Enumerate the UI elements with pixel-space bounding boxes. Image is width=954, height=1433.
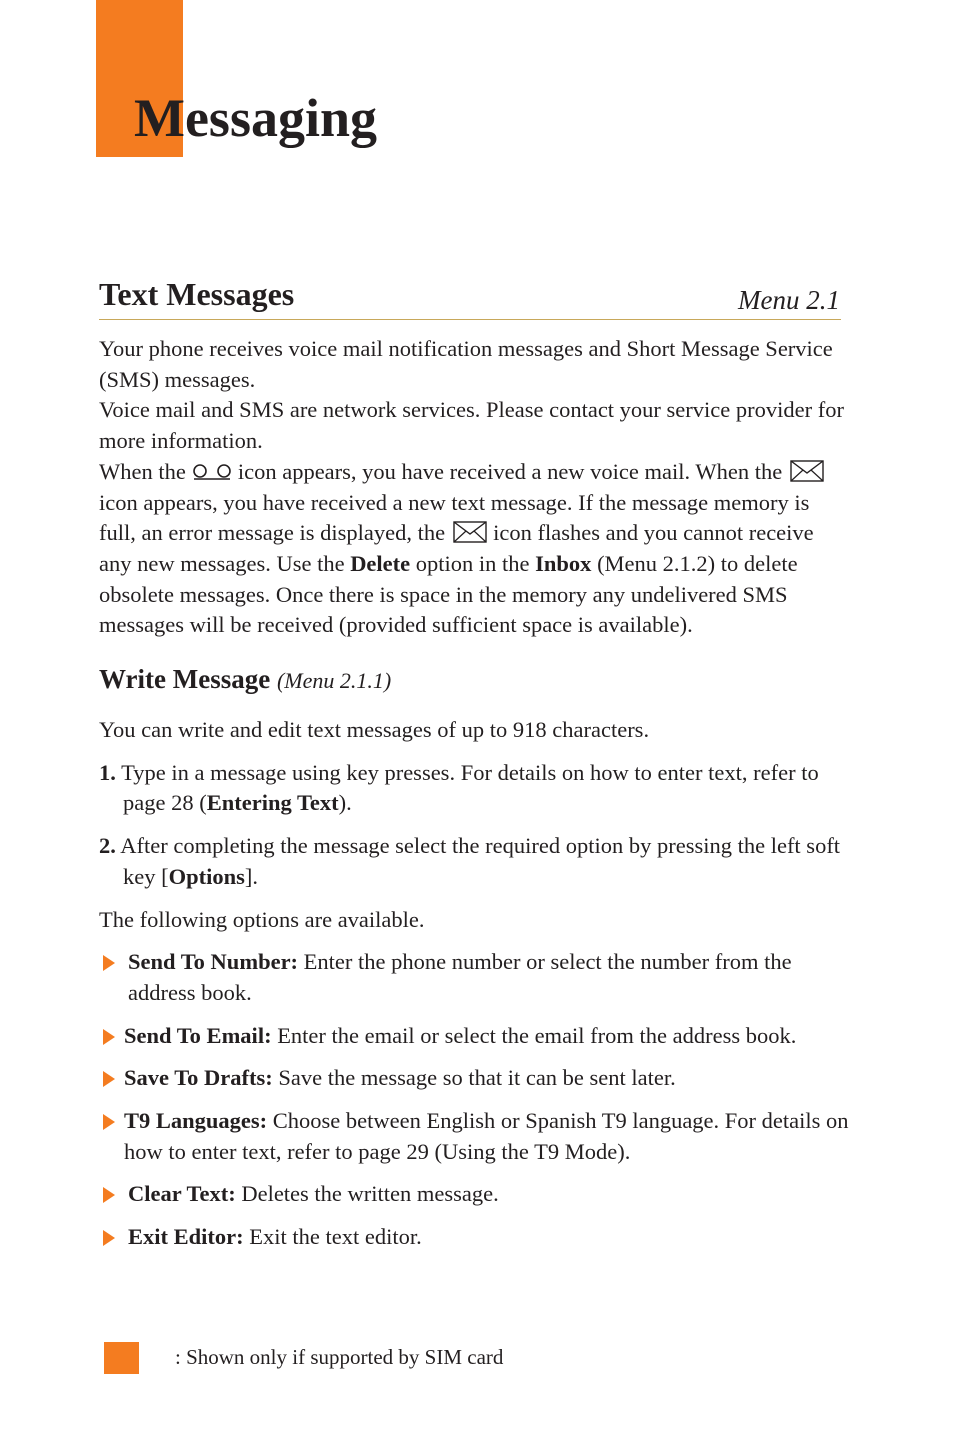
option-clear-text (99, 1179, 849, 1210)
option-label: T9 Languages: (124, 1108, 268, 1134)
option-t9-languages (99, 1106, 849, 1167)
intro-paragraph-3 (99, 457, 849, 641)
step-text: ). (338, 790, 352, 816)
envelope-icon (790, 460, 824, 482)
option-save-to-drafts (99, 1063, 849, 1094)
option-text: Enter the phone number or select the number from the address book. (128, 949, 792, 1005)
write-message-heading (99, 659, 849, 701)
intro-text: icon appears, you have received a new text message. If the message memory is full, an error message is displayed, the (99, 489, 810, 546)
step-text: ]. (244, 863, 259, 889)
step-number: 1. (99, 759, 116, 785)
main-content (99, 334, 849, 1253)
option-label: Save To Drafts: (124, 1065, 273, 1091)
option-text: Choose between English or Spanish T9 language. For details on how to enter text, refer to page 29 (Using the T9 Mode). (124, 1108, 849, 1164)
intro-paragraph-1: Your phone receives voice mail notification messages and Short Message Service (SMS) messages. (99, 336, 833, 392)
intro-paragraph-2: Voice mail and SMS are network services. Please contact your service provider for more information. (99, 397, 844, 454)
triangle-bullet-icon (103, 1187, 115, 1203)
option-label: Send To Email: (124, 1022, 272, 1048)
write-message-title: Write Message (99, 664, 271, 695)
intro-text: option in the (415, 550, 530, 576)
write-message-lead: You can write and edit text messages of up to 918 characters. (99, 717, 650, 743)
option-send-to-email (99, 1021, 849, 1052)
section-menu-ref: Menu 2.1 (738, 285, 840, 315)
inbox-term: Inbox (535, 550, 592, 576)
triangle-bullet-icon (103, 1230, 115, 1246)
triangle-bullet-icon (103, 1114, 115, 1130)
step-item (99, 758, 849, 819)
step-text: Type in a message using key presses. For details on how to enter text, refer to page 28 ( (121, 759, 819, 816)
write-message-menu-ref: (Menu 2.1.1) (276, 668, 392, 694)
intro-text: (Menu 2.1.2) to delete obsolete messages. Once there is space in the memory any undelivered SMS messages will be received (provided sufficient space is available). (99, 550, 798, 638)
page-title: Messaging (134, 88, 377, 148)
section-title: Text Messages (99, 276, 295, 312)
option-text: Enter the email or select the email from the address book. (277, 1022, 797, 1048)
step-bold: Options (168, 863, 245, 889)
intro-text: icon appears, you have received a new voice mail. When the (237, 458, 783, 484)
voicemail-icon (190, 464, 234, 480)
envelope-icon (453, 521, 487, 543)
intro-text: When the (99, 458, 186, 484)
triangle-bullet-icon (103, 1071, 115, 1087)
legend-swatch (104, 1342, 139, 1374)
triangle-bullet-icon (103, 1029, 115, 1045)
legend-text: : Shown only if supported by SIM card (175, 1345, 504, 1369)
step-bold: Entering Text (206, 790, 339, 816)
section-divider (99, 319, 841, 320)
option-label: Clear Text: (128, 1181, 236, 1207)
options-intro: The following options are available. (99, 906, 425, 932)
option-text: Exit the text editor. (249, 1224, 422, 1250)
option-label: Exit Editor: (128, 1224, 244, 1250)
intro-text: icon flashes and you cannot receive any new messages. Use the (99, 520, 814, 576)
option-text: Deletes the written message. (241, 1181, 499, 1207)
delete-term: Delete (350, 550, 411, 576)
step-text: After completing the message select the required option by pressing the left soft key [ (120, 833, 841, 889)
step-number: 2. (99, 833, 116, 859)
option-exit-editor (99, 1222, 849, 1253)
step-item (99, 831, 849, 892)
option-text: Save the message so that it can be sent later. (278, 1065, 676, 1091)
option-send-to-number (99, 947, 849, 1008)
triangle-bullet-icon (103, 955, 115, 971)
option-label: Send To Number: (128, 949, 299, 975)
